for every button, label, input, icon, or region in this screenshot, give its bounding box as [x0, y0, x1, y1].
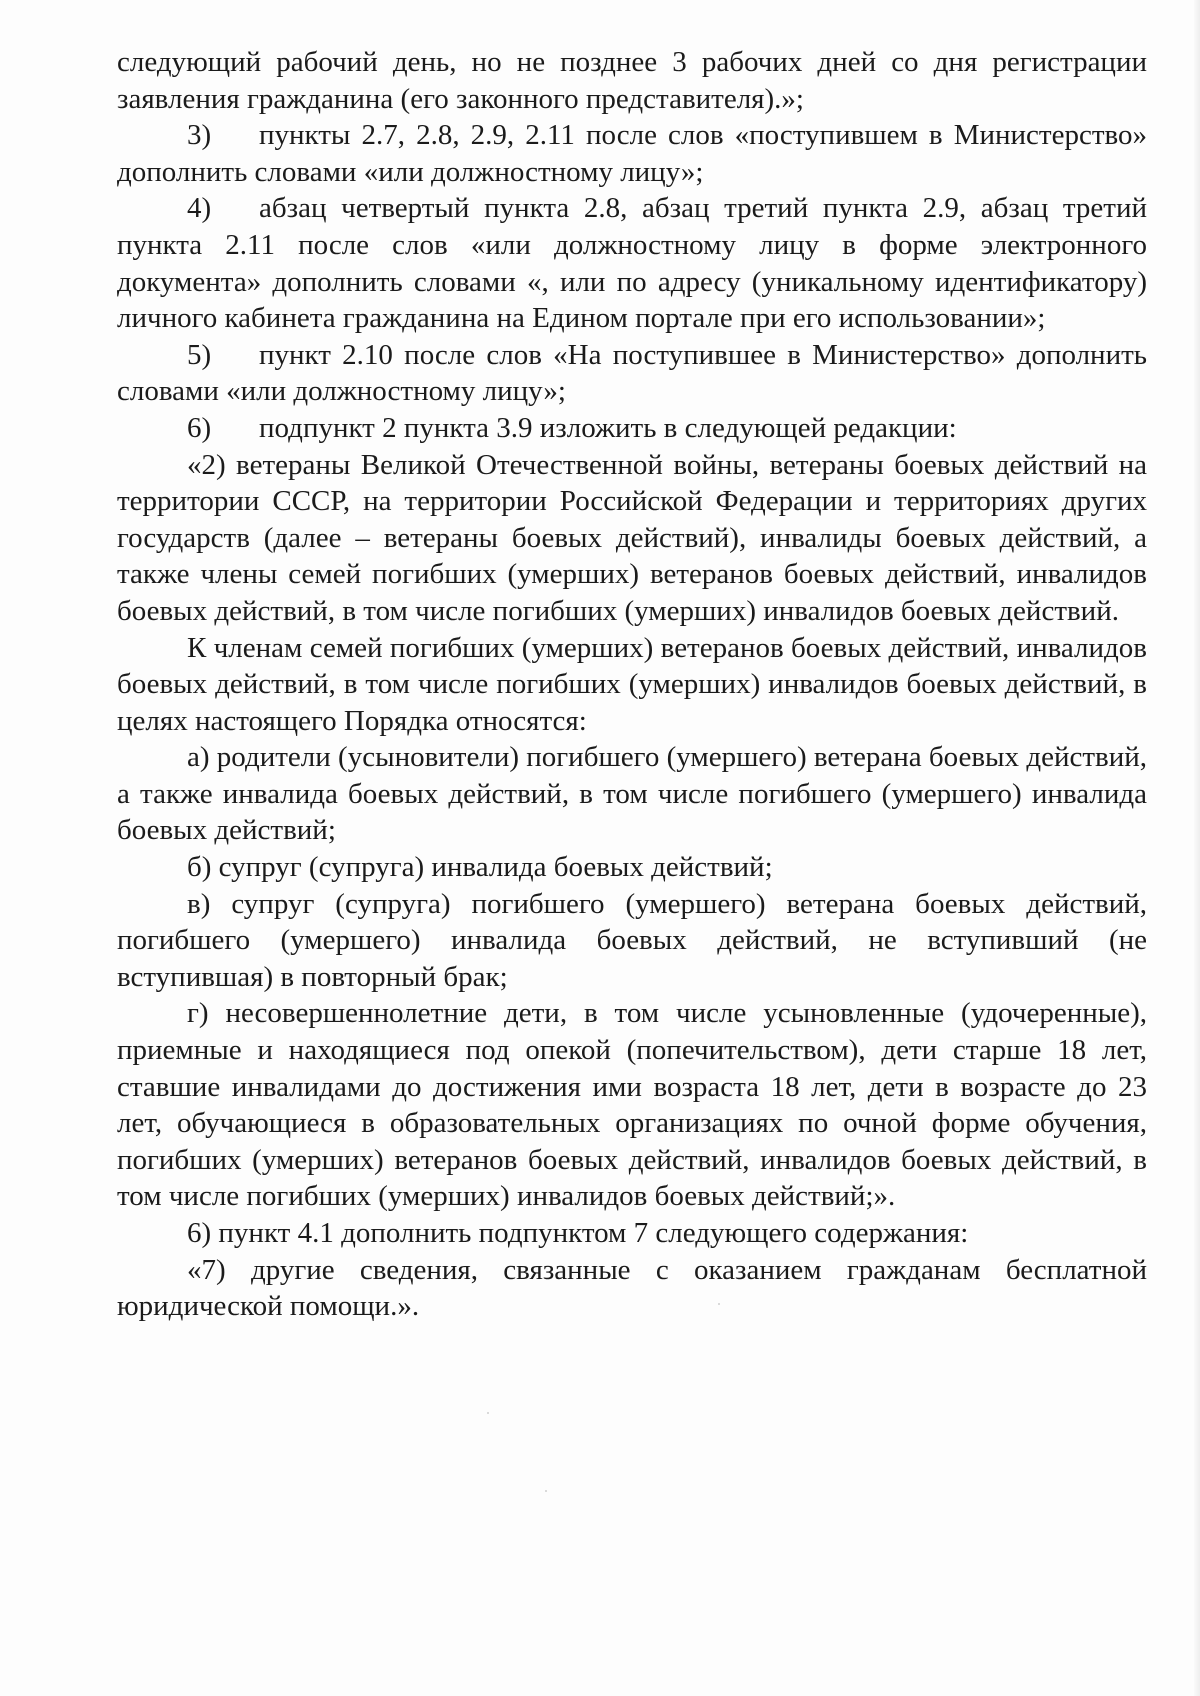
- paragraph-item-3: [117, 117, 1147, 190]
- scan-edge: [1194, 0, 1200, 1696]
- scan-speck: [545, 1490, 547, 1492]
- document-body: [117, 44, 1147, 1325]
- paragraph-subitem-g: [117, 995, 1147, 1215]
- paragraph-text: г) несовершеннолетние дети, в том числе усыновленные (удочеренные), приемные и находящиеся под опекой (попечительством), дети старше 18 лет, ставшие инвалидами до достижения ими возраста 18 лет, дети в возрасте до 23 лет, обучающиеся в образовательных организациях по очной форме обучения, погибших (умерших) ветеранов боевых действий, инвалидов боевых действий, в том числе погибших (умерших) инвалидов боевых действий;».: [117, 997, 1147, 1213]
- paragraph-text: б) супруг (супруга) инвалида боевых действий;: [187, 851, 773, 884]
- paragraph-text: 6) пункт 4.1 дополнить подпунктом 7 следующего содержания:: [187, 1217, 969, 1249]
- paragraph-family-members: [117, 630, 1147, 740]
- item-number: 4): [187, 192, 212, 225]
- paragraph-item-6: [117, 410, 1147, 447]
- paragraph-item-6-second: [117, 1215, 1147, 1252]
- paragraph-continuation: [117, 44, 1147, 117]
- paragraph-text: а) родители (усыновители) погибшего (умершего) ветерана боевых действий, а также инвалида боевых действий, в том числе погибшего (умершего) инвалида боевых действий;: [117, 741, 1147, 847]
- item-number: 5): [187, 338, 212, 371]
- paragraph-text: пункт 2.10 после слов «На поступившее в Министерство» дополнить словами «или должностному лицу»;: [117, 338, 1147, 408]
- scan-speck: [487, 1412, 489, 1414]
- paragraph-item-5: [117, 337, 1147, 410]
- paragraph-subitem-v: [117, 886, 1147, 996]
- paragraph-text: К членам семей погибших (умерших) ветеранов боевых действий, инвалидов боевых действий, в том числе погибших (умерших) инвалидов боевых действий, в целях настоящего Порядка относятся:: [117, 631, 1147, 737]
- paragraph-text: абзац четвертый пункта 2.8, абзац третий пункта 2.9, абзац третий пункта 2.11 после слов «или должностному лицу в форме электронного документа» дополнить словами «, или по адресу (уникальному идентификатору) личного кабинета гражданина на Едином портале при его использовании»;: [117, 192, 1147, 335]
- paragraph-text: «2) ветераны Великой Отечественной войны, ветераны боевых действий на территории СССР, на территории Российской Федерации и территориях других государств (далее – ветераны боевых действий), инвалиды боевых действий, а также члены семей погибших (умерших) ветеранов боевых действий, инвалидов боевых действий, в том числе погибших (умерших) инвалидов боевых действий.: [117, 448, 1147, 627]
- paragraph-text: подпункт 2 пункта 3.9 изложить в следующей редакции:: [259, 411, 957, 444]
- paragraph-text: в) супруг (супруга) погибшего (умершего) ветерана боевых действий, погибшего (умершего) инвалида боевых действий, не вступивший (не вступившая) в повторный брак;: [117, 887, 1147, 993]
- paragraph-subitem-a: [117, 739, 1147, 849]
- paragraph-item-4: [117, 190, 1147, 336]
- item-number: 3): [187, 119, 212, 152]
- paragraph-text: следующий рабочий день, но не позднее 3 рабочих дней со дня регистрации заявления гражданина (его законного представителя).»;: [117, 46, 1147, 115]
- scan-speck: [718, 1303, 720, 1305]
- paragraph-subitem-2: [117, 447, 1147, 630]
- paragraph-text: пункты 2.7, 2.8, 2.9, 2.11 после слов «поступившем в Министерство» дополнить словами «или должностному лицу»;: [117, 119, 1147, 188]
- paragraph-subitem-b: [117, 849, 1147, 886]
- item-number: 6): [187, 411, 212, 444]
- paragraph-subitem-7: [117, 1252, 1147, 1325]
- paragraph-text: «7) другие сведения, связанные с оказанием гражданам бесплатной юридической помощи.».: [117, 1253, 1147, 1323]
